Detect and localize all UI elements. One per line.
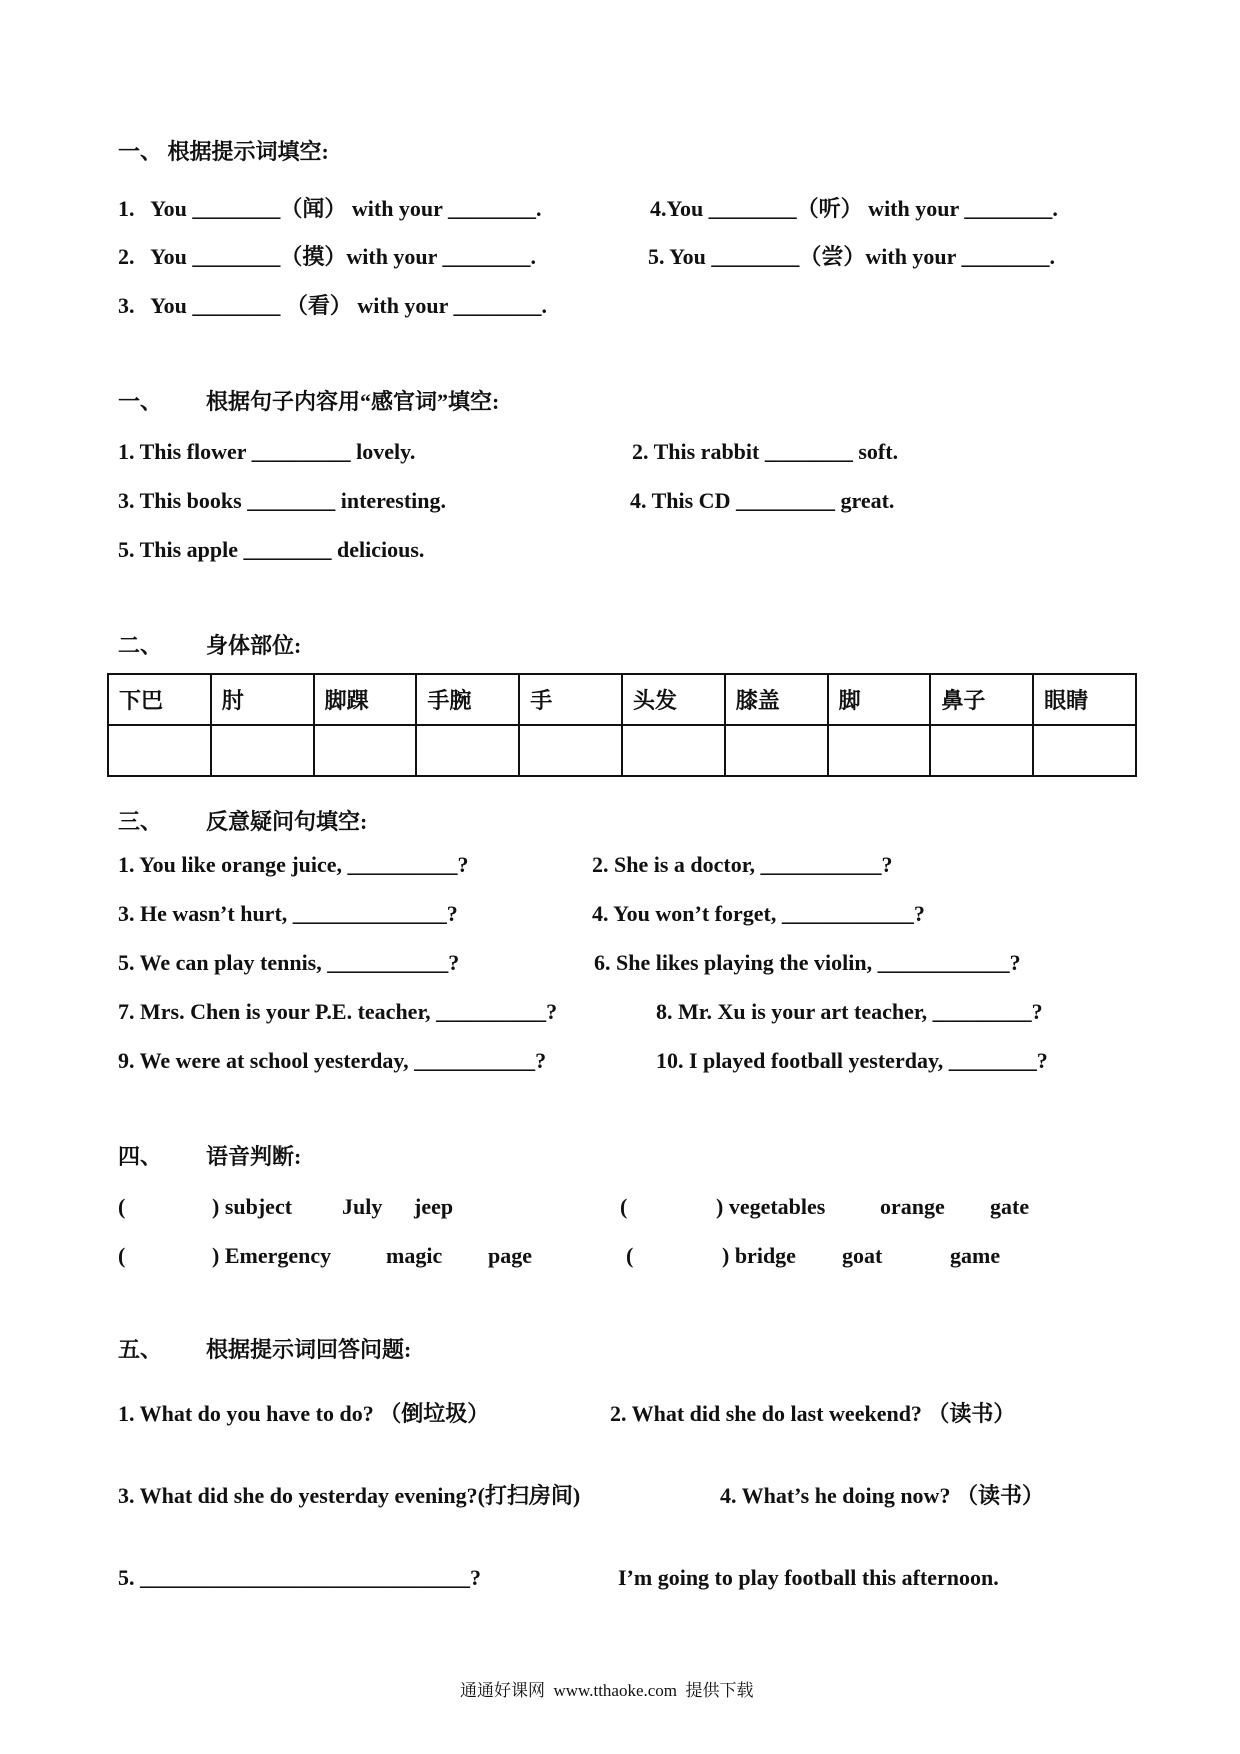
phonics-word: page [488,1243,532,1268]
s1-item-5: 5. You ________（尝）with your ________. [648,244,1056,269]
s2-item-5: 5. This apple ________ delicious. [118,537,425,562]
section6-number: 五、 [118,1337,163,1362]
s4-item-6: 6. She likes playing the violin, ____________? [594,950,1021,975]
answer-cell[interactable] [1033,725,1136,776]
answer-cell[interactable] [108,725,211,776]
table-header-cell: 头发 [622,674,725,725]
answer-cell[interactable] [930,725,1033,776]
s6-item-5-answer: I’m going to play football this afternoon. [618,1565,999,1590]
s2-item-4: 4. This CD _________ great. [630,488,895,513]
section3-number: 二、 [118,633,163,658]
table-header-cell: 鼻子 [930,674,1033,725]
s6-item-3: 3. What did she do yesterday evening?(打扫房间) [118,1483,581,1508]
section5-number: 四、 [118,1144,163,1169]
phonics-word: orange [880,1194,945,1219]
section1-title: 一、 根据提示词填空: [118,139,329,164]
table-header-cell: 手腕 [416,674,519,725]
s4-item-5: 5. We can play tennis, ___________? [118,950,460,975]
s4-item-4: 4. You won’t forget, ____________? [592,901,925,926]
s6-item-2: 2. What did she do last weekend? （读书） [610,1401,1016,1426]
s1-item-4: 4.You ________（听） with your ________. [650,196,1058,221]
phonics-paren-open: ( [626,1243,634,1268]
s6-item-4: 4. What’s he doing now? （读书） [720,1483,1044,1508]
section2-number: 一、 [118,389,163,414]
answer-cell[interactable] [519,725,622,776]
section5-title: 语音判断: [206,1144,302,1169]
phonics-word: ) vegetables [716,1194,826,1219]
s4-item-7: 7. Mrs. Chen is your P.E. teacher, __________? [118,999,558,1024]
s4-item-9: 9. We were at school yesterday, ___________? [118,1048,547,1073]
s4-item-2: 2. She is a doctor, ___________? [592,852,893,877]
phonics-word: game [950,1243,1001,1268]
table-header-cell: 下巴 [108,674,211,725]
s2-item-3: 3. This books ________ interesting. [118,488,447,513]
phonics-word: ) bridge [722,1243,796,1268]
s6-item-5: 5. ______________________________? [118,1565,481,1590]
s4-item-1: 1. You like orange juice, __________? [118,852,469,877]
section2-title: 根据句子内容用“感官词”填空: [206,389,500,414]
s4-item-10: 10. I played football yesterday, ________? [656,1048,1048,1073]
table-header-cell: 肘 [211,674,314,725]
phonics-word: goat [842,1243,883,1268]
table-answer-row [108,725,1136,776]
phonics-word: jeep [414,1194,454,1219]
phonics-word: ) Emergency [212,1243,332,1268]
phonics-word: July [342,1194,383,1219]
phonics-word: ) subject [212,1194,293,1219]
answer-cell[interactable] [416,725,519,776]
body-parts-table [107,673,1137,777]
footer-text: 通通好课网 www.tthaoke.com 提供下载 [460,1681,754,1700]
section6-title: 根据提示词回答问题: [206,1337,412,1362]
s2-item-1: 1. This flower _________ lovely. [118,439,416,464]
s2-item-2: 2. This rabbit ________ soft. [632,439,899,464]
table-header-cell: 膝盖 [725,674,828,725]
phonics-paren-open: ( [118,1194,126,1219]
phonics-paren-open: ( [118,1243,126,1268]
answer-cell[interactable] [725,725,828,776]
answer-cell[interactable] [314,725,417,776]
s1-item-2: 2. You ________（摸）with your ________. [118,244,537,269]
table-header-row [108,674,1136,725]
table-header-cell: 手 [519,674,622,725]
phonics-paren-open: ( [620,1194,628,1219]
s6-item-1: 1. What do you have to do? （倒垃圾） [118,1401,490,1426]
table-header-cell: 脚踝 [314,674,417,725]
s4-item-3: 3. He wasn’t hurt, ______________? [118,901,458,926]
answer-cell[interactable] [828,725,931,776]
s1-item-3: 3. You ________ （看） with your ________. [118,293,548,318]
table-header-cell: 脚 [828,674,931,725]
phonics-word: magic [386,1243,443,1268]
s1-item-1: 1. You ________（闻） with your ________. [118,196,542,221]
section3-title: 身体部位: [206,633,302,658]
phonics-word: gate [990,1194,1030,1219]
answer-cell[interactable] [622,725,725,776]
section4-title: 反意疑问句填空: [206,809,368,834]
s4-item-8: 8. Mr. Xu is your art teacher, _________? [656,999,1043,1024]
table-header-cell: 眼睛 [1033,674,1136,725]
section4-number: 三、 [118,809,163,834]
answer-cell[interactable] [211,725,314,776]
